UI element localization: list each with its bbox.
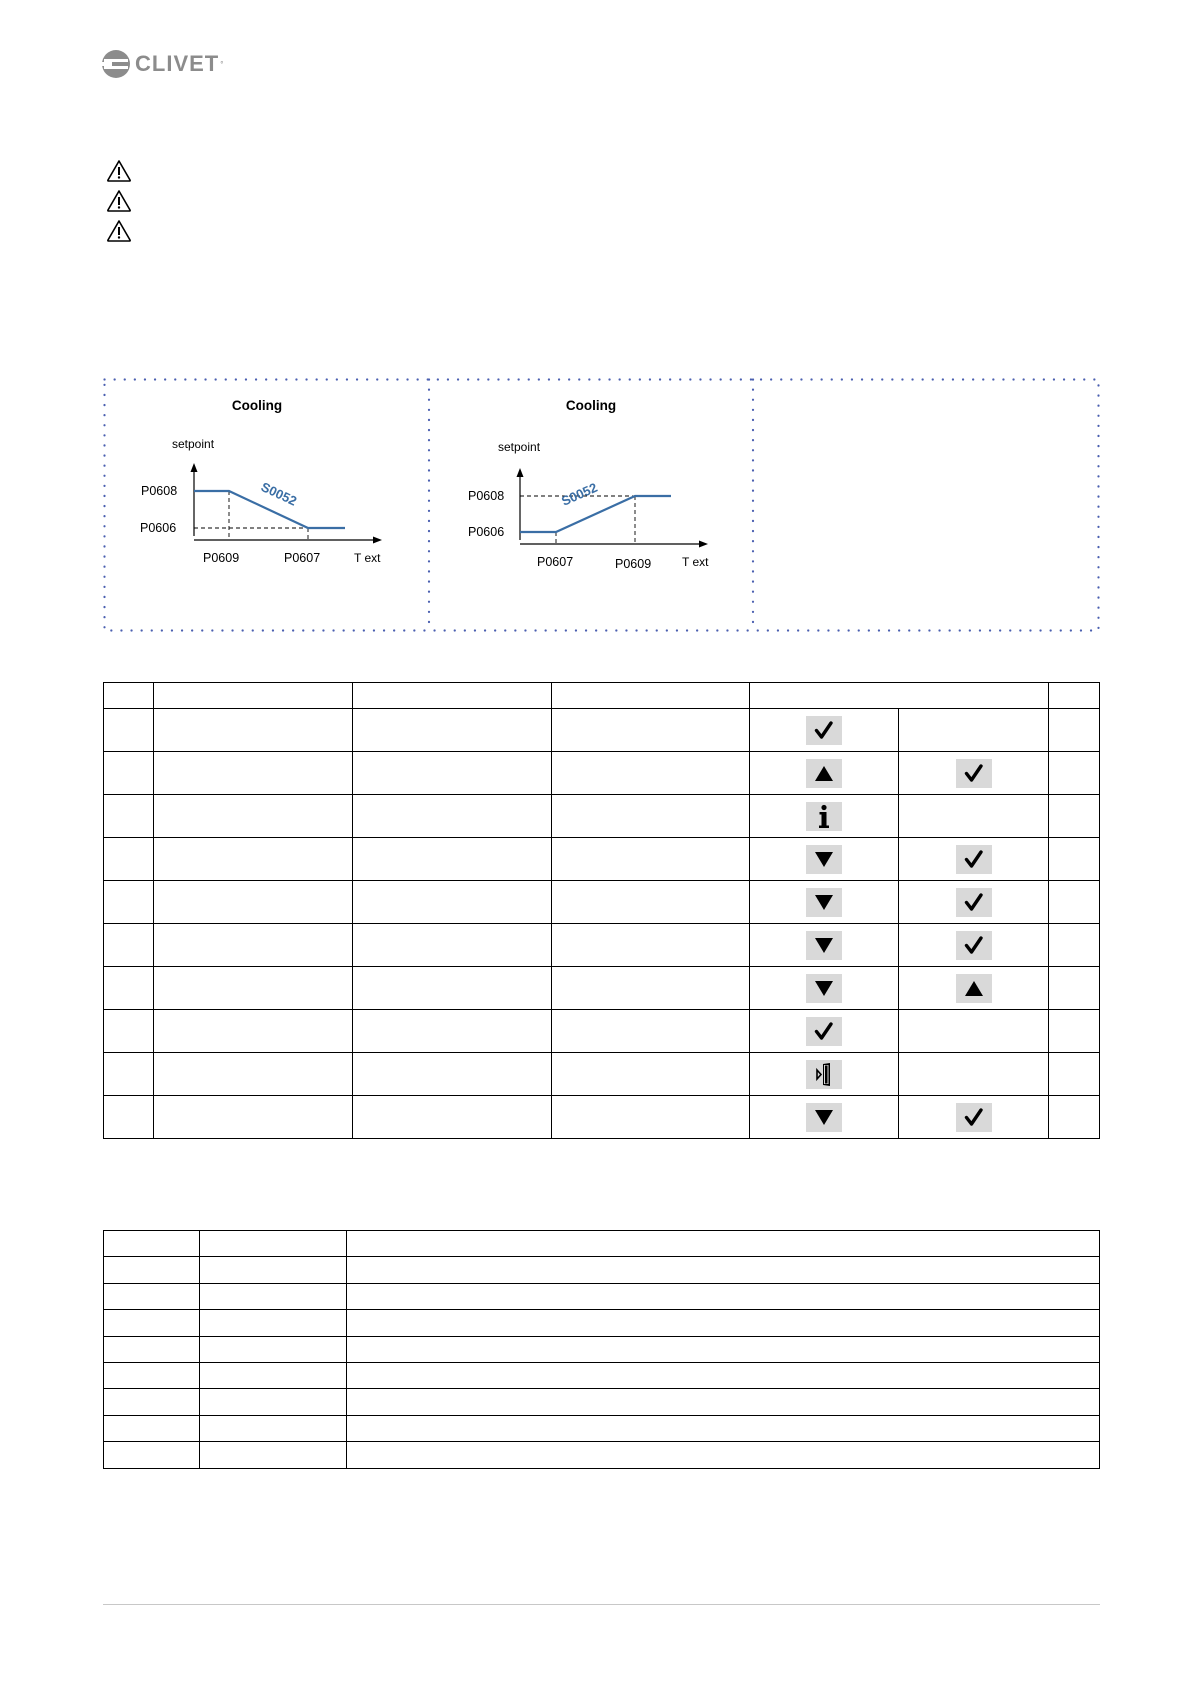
step-display-cell bbox=[352, 967, 551, 1010]
step-number-cell bbox=[104, 1053, 154, 1096]
step-notes-cell bbox=[551, 1010, 750, 1053]
info-icon bbox=[806, 802, 842, 831]
chart-x-tick: P0609 bbox=[615, 557, 652, 571]
step-number-cell bbox=[104, 1010, 154, 1053]
parameter-code-cell bbox=[104, 1257, 200, 1283]
table-row bbox=[104, 1283, 1100, 1309]
chart-title: Cooling bbox=[565, 398, 617, 413]
chart-x-tick: P0609 bbox=[203, 551, 240, 565]
key-cell bbox=[750, 752, 899, 795]
header-cell bbox=[104, 683, 154, 709]
step-description-cell bbox=[153, 967, 352, 1010]
chart-y-label: setpoint bbox=[172, 437, 215, 451]
table-row bbox=[104, 924, 1100, 967]
key-cell bbox=[750, 924, 899, 967]
chart-cooling-increasing bbox=[429, 378, 753, 632]
brand-name: CLIVET bbox=[135, 51, 220, 76]
chart-title: Cooling bbox=[231, 398, 283, 413]
table-row bbox=[104, 1336, 1100, 1362]
step-display-cell bbox=[352, 752, 551, 795]
step-number-cell bbox=[104, 752, 154, 795]
step-notes-cell bbox=[551, 1053, 750, 1096]
parameter-value-cell bbox=[199, 1415, 346, 1441]
table-row bbox=[104, 709, 1100, 752]
parameter-description-cell bbox=[346, 1389, 1099, 1415]
step-number-cell bbox=[104, 1096, 154, 1139]
chart-y-tick: P0608 bbox=[468, 489, 505, 503]
step-description-cell bbox=[153, 838, 352, 881]
table-row bbox=[104, 795, 1100, 838]
step-display-cell bbox=[352, 924, 551, 967]
step-extra-cell bbox=[1049, 838, 1100, 881]
step-notes-cell bbox=[551, 881, 750, 924]
chart-x-label: T ext bbox=[682, 555, 709, 569]
step-extra-cell bbox=[1049, 1053, 1100, 1096]
key-cell bbox=[750, 795, 899, 838]
procedure-steps-table bbox=[103, 682, 1100, 1139]
key-cell bbox=[750, 1053, 899, 1096]
chart-y-label: setpoint bbox=[498, 440, 541, 454]
step-extra-cell bbox=[1049, 1010, 1100, 1053]
key-cell bbox=[899, 1096, 1049, 1139]
parameter-description-cell bbox=[346, 1415, 1099, 1441]
step-display-cell bbox=[352, 881, 551, 924]
step-description-cell bbox=[153, 709, 352, 752]
table-row bbox=[104, 838, 1100, 881]
key-cell bbox=[899, 1010, 1049, 1053]
parameter-code-cell bbox=[104, 1310, 200, 1336]
key-cell bbox=[750, 1010, 899, 1053]
parameter-value-cell bbox=[199, 1310, 346, 1336]
chart-cooling-decreasing bbox=[103, 378, 429, 632]
table-row bbox=[104, 1389, 1100, 1415]
down-arrow-icon bbox=[806, 845, 842, 874]
down-arrow-icon bbox=[806, 888, 842, 917]
key-cell bbox=[899, 838, 1049, 881]
step-number-cell bbox=[104, 881, 154, 924]
parameter-value-cell bbox=[199, 1283, 346, 1309]
parameter-description-cell bbox=[346, 1231, 1099, 1257]
key-cell bbox=[899, 709, 1049, 752]
step-description-cell bbox=[153, 1010, 352, 1053]
table-row bbox=[104, 1415, 1100, 1441]
step-number-cell bbox=[104, 795, 154, 838]
step-extra-cell bbox=[1049, 709, 1100, 752]
chart-y-tick: P0608 bbox=[141, 484, 178, 498]
step-notes-cell bbox=[551, 967, 750, 1010]
down-arrow-icon bbox=[806, 974, 842, 1003]
step-notes-cell bbox=[551, 795, 750, 838]
step-display-cell bbox=[352, 1053, 551, 1096]
chart-x-tick: P0607 bbox=[537, 555, 574, 569]
parameter-value-cell bbox=[199, 1336, 346, 1362]
header-cell bbox=[1049, 683, 1100, 709]
key-cell bbox=[750, 709, 899, 752]
parameter-description-cell bbox=[346, 1257, 1099, 1283]
key-cell bbox=[899, 967, 1049, 1010]
step-number-cell bbox=[104, 924, 154, 967]
parameter-value-cell bbox=[199, 1362, 346, 1388]
step-description-cell bbox=[153, 795, 352, 838]
parameter-value-cell bbox=[199, 1442, 346, 1468]
table-row bbox=[104, 1442, 1100, 1468]
table-header-row bbox=[104, 683, 1100, 709]
parameter-description-cell bbox=[346, 1283, 1099, 1309]
chart-panel bbox=[103, 378, 1100, 632]
chart-y-tick: P0606 bbox=[140, 521, 177, 535]
key-cell bbox=[750, 1096, 899, 1139]
parameter-description-cell bbox=[346, 1336, 1099, 1362]
step-extra-cell bbox=[1049, 795, 1100, 838]
exit-door-icon bbox=[806, 1060, 842, 1089]
key-cell bbox=[899, 1053, 1049, 1096]
step-display-cell bbox=[352, 795, 551, 838]
clivet-logo-icon bbox=[101, 49, 131, 79]
parameter-description-cell bbox=[346, 1362, 1099, 1388]
table-row bbox=[104, 752, 1100, 795]
step-notes-cell bbox=[551, 709, 750, 752]
step-extra-cell bbox=[1049, 881, 1100, 924]
warning-triangle-icon bbox=[106, 189, 132, 213]
check-icon bbox=[806, 716, 842, 745]
parameter-code-cell bbox=[104, 1362, 200, 1388]
parameter-code-cell bbox=[104, 1283, 200, 1309]
step-display-cell bbox=[352, 1096, 551, 1139]
warning-triangle-icon bbox=[106, 219, 132, 243]
header-cell bbox=[153, 683, 352, 709]
step-description-cell bbox=[153, 1096, 352, 1139]
parameter-value-cell bbox=[199, 1231, 346, 1257]
step-notes-cell bbox=[551, 1096, 750, 1139]
parameter-code-cell bbox=[104, 1336, 200, 1362]
step-description-cell bbox=[153, 924, 352, 967]
parameter-code-cell bbox=[104, 1231, 200, 1257]
key-cell bbox=[899, 795, 1049, 838]
step-extra-cell bbox=[1049, 1096, 1100, 1139]
parameter-code-cell bbox=[104, 1415, 200, 1441]
table-header-row bbox=[104, 1231, 1100, 1257]
check-icon bbox=[956, 845, 992, 874]
down-arrow-icon bbox=[806, 931, 842, 960]
footer-divider bbox=[103, 1604, 1100, 1605]
check-icon bbox=[956, 759, 992, 788]
table-row bbox=[104, 1096, 1100, 1139]
step-notes-cell bbox=[551, 924, 750, 967]
step-display-cell bbox=[352, 838, 551, 881]
table-row bbox=[104, 1257, 1100, 1283]
key-cell bbox=[750, 838, 899, 881]
check-icon bbox=[956, 931, 992, 960]
up-arrow-icon bbox=[806, 759, 842, 788]
parameter-value-cell bbox=[199, 1257, 346, 1283]
table-row bbox=[104, 881, 1100, 924]
step-number-cell bbox=[104, 709, 154, 752]
parameter-value-cell bbox=[199, 1389, 346, 1415]
parameter-code-cell bbox=[104, 1442, 200, 1468]
key-cell bbox=[750, 881, 899, 924]
check-icon bbox=[956, 888, 992, 917]
step-extra-cell bbox=[1049, 924, 1100, 967]
chart-line-label: S0052 bbox=[559, 479, 600, 509]
step-description-cell bbox=[153, 881, 352, 924]
step-display-cell bbox=[352, 709, 551, 752]
up-arrow-icon bbox=[956, 974, 992, 1003]
step-display-cell bbox=[352, 1010, 551, 1053]
chart-x-label: T ext bbox=[354, 551, 381, 565]
table-row bbox=[104, 1010, 1100, 1053]
step-extra-cell bbox=[1049, 752, 1100, 795]
parameter-code-cell bbox=[104, 1389, 200, 1415]
step-number-cell bbox=[104, 838, 154, 881]
check-icon bbox=[806, 1017, 842, 1046]
key-cell bbox=[899, 881, 1049, 924]
parameter-description-cell bbox=[346, 1442, 1099, 1468]
parameter-table bbox=[103, 1230, 1100, 1469]
table-row bbox=[104, 1310, 1100, 1336]
chart-series-line bbox=[520, 496, 671, 532]
brand-trademark: ° bbox=[220, 59, 224, 69]
step-notes-cell bbox=[551, 752, 750, 795]
down-arrow-icon bbox=[806, 1103, 842, 1132]
key-cell bbox=[899, 752, 1049, 795]
brand-logo bbox=[101, 49, 223, 79]
step-description-cell bbox=[153, 1053, 352, 1096]
chart-line-label: S0052 bbox=[258, 479, 300, 509]
parameter-description-cell bbox=[346, 1310, 1099, 1336]
header-cell-keys bbox=[750, 683, 1049, 709]
table-row bbox=[104, 967, 1100, 1010]
check-icon bbox=[956, 1103, 992, 1132]
step-description-cell bbox=[153, 752, 352, 795]
step-notes-cell bbox=[551, 838, 750, 881]
header-cell bbox=[352, 683, 551, 709]
table-row bbox=[104, 1053, 1100, 1096]
chart-x-tick: P0607 bbox=[284, 551, 321, 565]
header-cell bbox=[551, 683, 750, 709]
warning-triangle-icon bbox=[106, 159, 132, 183]
step-number-cell bbox=[104, 967, 154, 1010]
table-row bbox=[104, 1362, 1100, 1388]
chart-y-tick: P0606 bbox=[468, 525, 505, 539]
key-cell bbox=[750, 967, 899, 1010]
step-extra-cell bbox=[1049, 967, 1100, 1010]
key-cell bbox=[899, 924, 1049, 967]
